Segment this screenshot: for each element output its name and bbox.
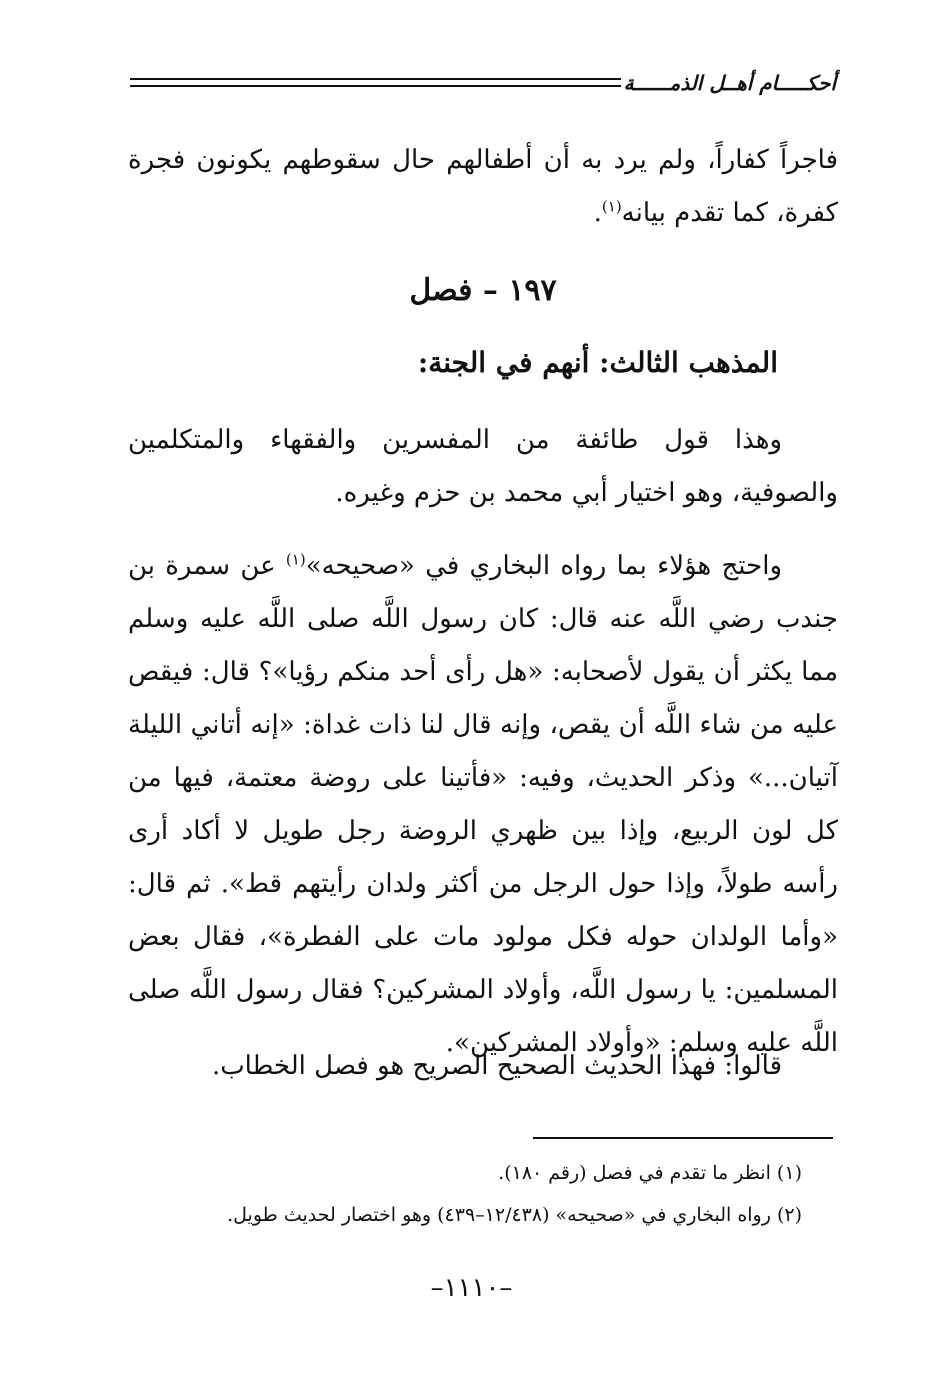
- paragraph-text: واحتج هؤلاء بما رواه البخاري في «صحيحه»: [305, 551, 783, 581]
- footnotes: [128, 1152, 838, 1236]
- paragraph-text: وهذا قول طائفة من المفسرين والفقهاء والمتكلمين والصوفية، وهو اختيار أبي محمد بن حزم وغيره.: [128, 425, 838, 508]
- footnote-2: (٢) رواه البخاري في «صحيحه» (١٢/٤٣٨–٤٣٩) وهو اختصار لحديث طويل.: [227, 1204, 802, 1226]
- section-heading: ١٩٧ – فصل: [409, 273, 557, 308]
- footnote-1: (١) انظر ما تقدم في فصل (رقم ١٨٠).: [498, 1162, 802, 1184]
- footnote-reference: (١): [601, 197, 622, 216]
- running-header: [130, 66, 836, 100]
- paragraph-continuation: [128, 134, 838, 240]
- page-number: –١١١٠–: [430, 1273, 513, 1303]
- paragraph-text: قالوا: فهذا الحديث الصحيح الصريح هو فصل الخطاب.: [211, 1051, 782, 1081]
- paragraph-conclusion: [128, 1040, 838, 1093]
- footnote-separator: [533, 1137, 833, 1139]
- header-double-rule: [130, 78, 621, 87]
- paragraph-text-continued: عن سمرة بن جندب رضي اللَّه عنه قال: كان رسول اللَّه صلى اللَّه عليه وسلم مما يكثر أن يقول لأصحابه: «هل رأى أحد منكم رؤيا»؟ قال: فيقص عليه من شاء اللَّه أن يقص، وإنه قال لنا ذات غداة: «إنه أتاني الليلة آتيان...» وذكر الحديث، وفيه: «فأتينا على روضة معتمة، فيها من كل لون الربيع، وإذا بين ظهري الروضة رجل طويل لا أكاد أرى رأسه طولاً، وإذا حول الرجل من أكثر ولدان رأيتهم قط». ثم قال: «وأما الولدان حوله فكل مولود مات على الفطرة»، فقال بعض المسلمين: يا رسول اللَّه، وأولاد المشركين؟ فقال رسول اللَّه صلى اللَّه عليه وسلم: «وأولاد المشركين».: [128, 551, 838, 1058]
- paragraph-end: .: [593, 198, 602, 228]
- header-title: أحكـــــام أهــل الذمــــــة: [623, 71, 836, 95]
- paragraph-text: فاجراً كفاراً، ولم يرد به أن أطفالهم حال سقوطهم يكونون فجرة كفرة، كما تقدم بيانه: [128, 145, 838, 228]
- paragraph-scholars: [128, 414, 838, 520]
- paragraph-hadith: [128, 540, 838, 1070]
- subheading: المذهب الثالث: أنهم في الجنة:: [417, 346, 778, 379]
- footnote-reference: (١): [285, 550, 306, 569]
